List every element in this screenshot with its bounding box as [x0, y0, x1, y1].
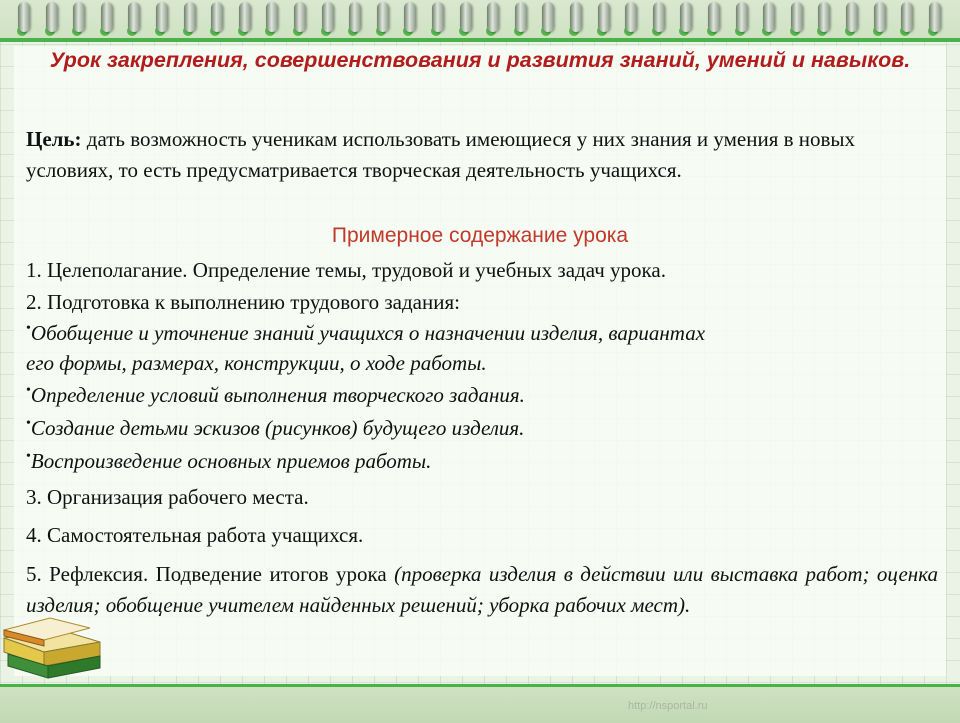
- spiral-ring: [460, 2, 472, 32]
- spiral-ring: [432, 2, 444, 32]
- bullet-item: •Создание детьми эскизов (рисунков) будущего изделия.: [26, 416, 525, 440]
- bullet-item: •Обобщение и уточнение знаний учащихся о назначении изделия, вариантах: [26, 321, 706, 345]
- step-5: [26, 559, 938, 621]
- spiral-ring: [515, 2, 527, 32]
- bullet-dot-icon: •: [26, 383, 31, 398]
- spiral-ring: [846, 2, 858, 32]
- spiral-ring: [708, 2, 720, 32]
- spiral-ring: [901, 2, 913, 32]
- spiral-ring: [625, 2, 637, 32]
- bullet-dot-icon: •: [26, 449, 31, 464]
- spiral-ring: [156, 2, 168, 32]
- goal-label: Цель:: [26, 127, 82, 151]
- spiral-ring: [73, 2, 85, 32]
- spiral-ring: [736, 2, 748, 32]
- bullet-dot-icon: •: [26, 321, 31, 336]
- spiral-ring: [239, 2, 251, 32]
- step-3: 3. Организация рабочего места.: [26, 485, 309, 509]
- step-2: 2. Подготовка к выполнению трудового задания:: [26, 290, 460, 314]
- top-green-rule: [0, 38, 960, 42]
- notebook-spiral-band: [0, 0, 960, 40]
- spiral-ring: [653, 2, 665, 32]
- spiral-ring: [874, 2, 886, 32]
- bullet-item: •Определение условий выполнения творческого задания.: [26, 383, 525, 407]
- step-5-details: (проверка изделия в действии или выставка работ; оценка изделия; обобщение учителем найденных решений; уборка рабочих мест).: [26, 562, 938, 617]
- watermark: http://nsportal.ru: [628, 700, 708, 712]
- spiral-ring: [763, 2, 775, 32]
- spiral-ring: [818, 2, 830, 32]
- spiral-ring: [294, 2, 306, 32]
- bullet-item: •Воспроизведение основных приемов работы.: [26, 449, 432, 473]
- spiral-ring: [184, 2, 196, 32]
- step-1: 1. Целеполагание. Определение темы, трудовой и учебных задач урока.: [26, 258, 666, 282]
- step-4: 4. Самостоятельная работа учащихся.: [26, 523, 364, 547]
- spiral-ring: [487, 2, 499, 32]
- bullet-dot-icon: •: [26, 416, 31, 431]
- spiral-ring: [404, 2, 416, 32]
- step-5-text: 5. Рефлексия. Подведение итогов урока: [26, 562, 395, 586]
- spiral-ring: [570, 2, 582, 32]
- spiral-ring: [791, 2, 803, 32]
- spiral-ring: [128, 2, 140, 32]
- bullet-item-continuation: его формы, размерах, конструкции, о ходе работы.: [26, 351, 487, 375]
- bottom-band: [0, 684, 960, 723]
- spiral-ring: [266, 2, 278, 32]
- goal-paragraph: [26, 124, 936, 186]
- spiral-ring: [542, 2, 554, 32]
- spiral-ring: [101, 2, 113, 32]
- spiral-ring: [377, 2, 389, 32]
- spiral-ring: [322, 2, 334, 32]
- spiral-ring: [680, 2, 692, 32]
- spiral-ring: [46, 2, 58, 32]
- slide-title: Урок закрепления, совершенствования и развития знаний, умений и навыков.: [49, 48, 911, 72]
- spiral-ring: [349, 2, 361, 32]
- spiral-ring: [211, 2, 223, 32]
- spiral-ring: [18, 2, 30, 32]
- books-icon: [0, 608, 104, 680]
- spiral-ring: [929, 2, 941, 32]
- spiral-ring: [598, 2, 610, 32]
- content-heading: Примерное содержание урока: [331, 224, 629, 247]
- goal-text: дать возможность ученикам использовать имеющиеся у них знания и умения в новых условиях, то есть предусматривается творческая деятельность учащихся.: [26, 127, 856, 182]
